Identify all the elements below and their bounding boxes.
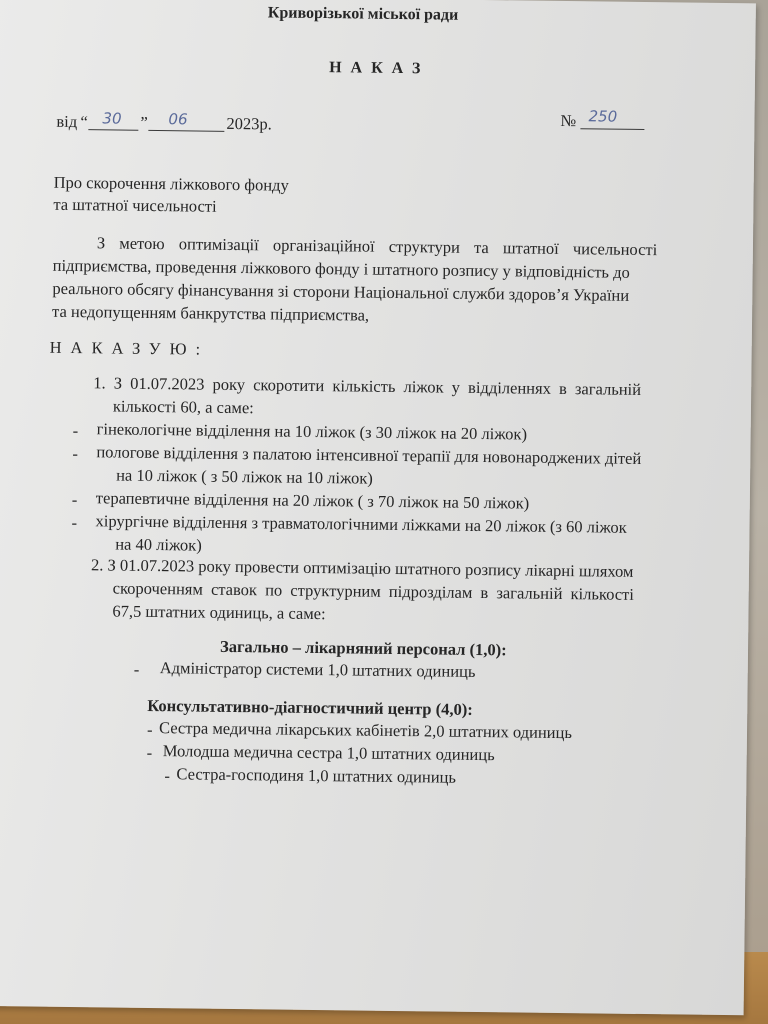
bullet-dash: - xyxy=(146,742,153,763)
order-word: НАКАЗУЮ: xyxy=(49,337,210,359)
date-month-underline xyxy=(148,130,224,132)
bullet-item: гінекологічне відділення на 10 ліжок (з 30 ліжок на 20 ліжок) xyxy=(96,419,528,444)
date-open-quote: “ xyxy=(80,112,88,132)
preamble-line-4: та недопущенням банкрутства підприємства, xyxy=(52,301,370,325)
bullet-dash: - xyxy=(71,513,78,533)
bullet-item: хірургічне відділення з травматологічними ліжками на 20 ліжок (з 60 ліжок xyxy=(95,511,627,537)
date-prefix: від xyxy=(56,111,78,132)
bullet-dash: - xyxy=(72,444,79,464)
number-label: № xyxy=(560,110,577,131)
preamble-line-1: З метою оптимізації організаційної структури та штатної чисельності xyxy=(96,233,658,260)
bullet-dash: - xyxy=(72,421,79,441)
bullet-item: терапевтичне відділення на 20 ліжок ( з 70 ліжок на 50 ліжок) xyxy=(95,488,530,513)
council-name: Криворізької міської ради xyxy=(267,4,459,24)
date-month: 06 xyxy=(168,110,188,129)
bullet-dash: - xyxy=(146,719,153,740)
bullet-dash: - xyxy=(71,490,78,510)
subject-line-2: та штатної чисельності xyxy=(53,194,217,216)
date-year: 2023р. xyxy=(226,113,272,134)
bullet-item: пологове відділення з палатою інтенсивної терапії для новонароджених дітей xyxy=(96,442,642,468)
section-consult-item: Молодша медична сестра 1,0 штатних одиниць xyxy=(162,741,495,765)
section-general-item: Адміністратор системи 1,0 штатних одиниць xyxy=(159,658,476,681)
section-consult-heading: Консультативно-діагностичний центр (4,0): xyxy=(147,695,473,719)
section-consult-item: Сестра-господиня 1,0 штатних одиниць xyxy=(176,764,457,787)
preamble-line-3: реального обсягу фінансування зі сторони Національної служби здоров’я України xyxy=(52,278,630,305)
subject-line-1: Про скорочення ліжкового фонду xyxy=(53,172,289,195)
number-underline xyxy=(580,128,644,130)
bullet-dash: - xyxy=(133,659,140,679)
bullet-item-continued: на 10 ліжок ( з 50 ліжок на 10 ліжок) xyxy=(116,465,373,488)
order-number: 250 xyxy=(588,107,618,126)
item2-line-1: 2. З 01.07.2023 року провести оптимізацію штатного розпису лікарні шляхом xyxy=(90,555,634,581)
bullet-dash: - xyxy=(164,766,171,786)
item2-line-3: 67,5 штатних одиниць, а саме: xyxy=(112,601,326,624)
section-consult-item: Сестра медична лікарських кабінетів 2,0 штатних одиниць xyxy=(158,718,573,743)
section-general-heading: Загально – лікарняний персонал (1,0): xyxy=(219,636,507,660)
document-title: НАКАЗ xyxy=(329,59,430,78)
item1-line-2: кількості 60, а саме: xyxy=(112,396,254,418)
date-day-underline xyxy=(88,129,138,131)
item1-line-1: 1. З 01.07.2023 року скоротити кількість ліжок у відділеннях в загальній xyxy=(93,373,642,399)
preamble-line-2: підприємства, проведення ліжкового фонду і штатного розпису у відповідність до xyxy=(52,255,630,282)
date-close-quote: ” xyxy=(140,112,148,132)
date-day: 30 xyxy=(102,109,122,128)
bullet-item-continued: на 40 ліжок) xyxy=(115,534,202,555)
item2-line-2: скороченням ставок по структурним підрозділам в загальній кількості xyxy=(112,578,635,604)
